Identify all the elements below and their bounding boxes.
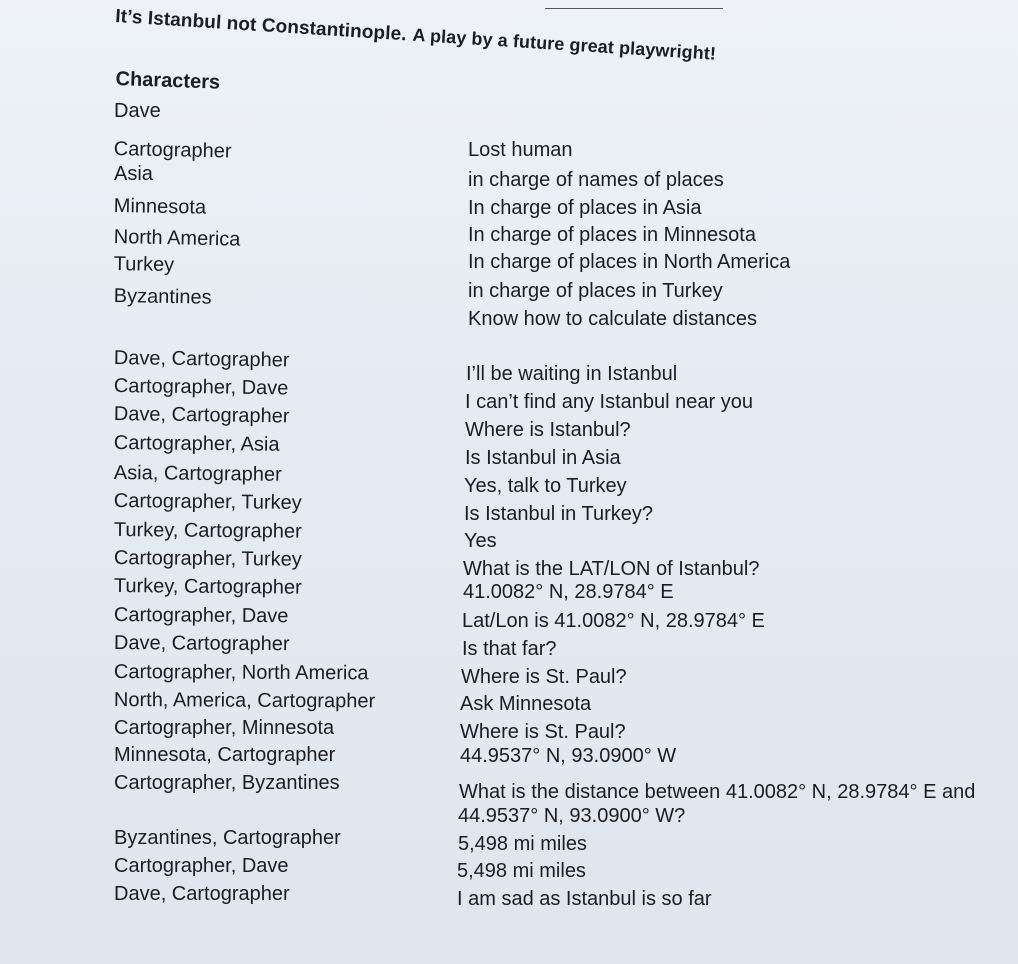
dialogue-speakers: Cartographer, Dave [114,855,289,877]
character-description: Lost human [468,139,573,161]
character-name: Minnesota [113,194,207,219]
dialogue-line: Ask Minnesota [460,693,592,715]
dialogue-speakers: Cartographer, Dave [113,604,289,628]
dialogue-speakers: Cartographer, Byzantines [114,772,340,794]
dialogue-speakers: Cartographer, Turkey [113,546,302,571]
character-name: North America [113,225,241,251]
dialogue-speakers: Dave, Cartographer [114,883,290,905]
dialogue-line: Lat/Lon is 41.0082° N, 28.9784° E [462,610,765,632]
character-description: Know how to calculate distances [468,308,758,330]
play-subtitle: A play by a future great playwright! [411,24,717,64]
dialogue-line: 5,498 mi miles [457,860,586,882]
dialogue-line: Is Istanbul in Asia [465,447,621,469]
dialogue-speakers: Cartographer, Turkey [113,489,302,514]
dialogue-speakers: North, America, Cartographer [113,689,376,713]
dialogue-line: What is the distance between 41.0082° N, 28.9784° E and [459,781,976,803]
dialogue-line: Is Istanbul in Turkey? [464,503,653,525]
dialogue-line: 41.0082° N, 28.9784° E [463,581,674,603]
dialogue-speakers: Cartographer, Minnesota [114,717,335,739]
character-description: In charge of places in North America [468,251,791,273]
dialogue-speakers: Cartographer, North America [113,661,369,685]
play-title: It’s Istanbul not Constantinople. [114,6,408,46]
dialogue-line: I am sad as Istanbul is so far [457,888,712,910]
character-name: Cartographer [113,137,232,163]
dialogue-line: Yes, talk to Turkey [464,475,627,497]
dialogue-line: I can’t find any Istanbul near you [465,391,753,413]
dialogue-speakers: Cartographer, Dave [113,374,289,400]
character-name: Asia [114,163,153,185]
dialogue-line: 44.9537° N, 93.0900° W? [458,805,686,827]
top-rule [545,8,723,9]
character-description: In charge of places in Minnesota [468,224,756,246]
dialogue-line: Is that far? [462,638,557,660]
dialogue-line: Yes [464,530,497,552]
dialogue-line: Where is St. Paul? [460,721,626,743]
dialogue-speakers: Dave, Cartographer [113,402,290,428]
dialogue-speakers: Asia, Cartographer [113,461,282,486]
dialogue-line: Where is Istanbul? [465,419,631,441]
dialogue-speakers: Dave, Cartographer [113,632,290,656]
dialogue-line: 5,498 mi miles [458,833,587,855]
characters-heading: Characters [115,68,221,94]
dialogue-line: I’ll be waiting in Istanbul [466,363,678,385]
character-description: In charge of places in Asia [468,197,702,219]
dialogue-speakers: Minnesota, Cartographer [114,744,336,766]
play-title-line [115,6,717,66]
dialogue-line: 44.9537° N, 93.0900° W [460,745,677,767]
dialogue-line: What is the LAT/LON of Istanbul? [463,558,760,580]
character-description: in charge of names of places [468,169,724,191]
character-name: Byzantines [113,284,212,309]
dialogue-speakers: Cartographer, Asia [113,431,280,456]
dialogue-speakers: Turkey, Cartographer [113,574,302,599]
dialogue-speakers: Dave, Cartographer [113,346,290,372]
dialogue-speakers: Turkey, Cartographer [113,518,302,543]
character-name: Turkey [113,252,175,277]
dialogue-line: Where is St. Paul? [461,666,627,688]
dialogue-speakers: Byzantines, Cartographer [114,827,341,849]
character-name: Dave [114,100,161,122]
character-description: in charge of places in Turkey [468,280,723,302]
